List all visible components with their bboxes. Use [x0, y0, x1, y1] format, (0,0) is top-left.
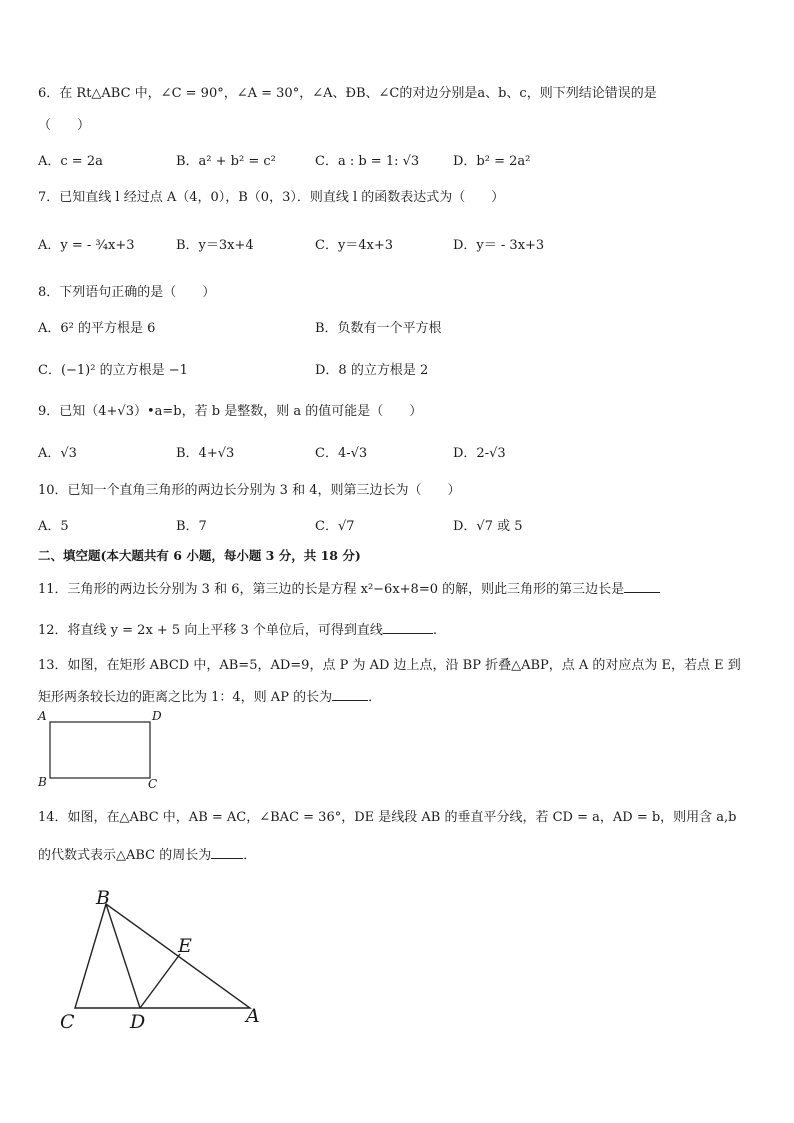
segment-de — [140, 954, 180, 1008]
q9-option-a: A．√3 — [38, 446, 77, 461]
rect-label-b: B — [38, 775, 47, 789]
q13-period: ． — [368, 690, 382, 705]
tri-label-d: D — [130, 1011, 146, 1033]
q10-option-a: A．5 — [38, 519, 69, 534]
q7-option-d: D．y＝ - 3x+3 — [453, 238, 545, 253]
q8-stem: 8．下列语句正确的是（ ） — [38, 285, 216, 300]
triangle-abc-figure — [50, 880, 280, 1040]
q7-option-a: A．y = - ¾x+3 — [38, 238, 135, 253]
q10-option-d: D．√7 或 5 — [453, 519, 523, 534]
q8-option-b: B．负数有一个平方根 — [315, 321, 442, 336]
q10-options — [38, 515, 758, 539]
q9-option-c: C．4-√3 — [315, 446, 368, 461]
q9-option-b: B．4+√3 — [176, 446, 235, 461]
rect-label-a: A — [38, 709, 47, 723]
q9-option-d: D．2-√3 — [453, 446, 506, 461]
q6-stem: 6．在 Rt△ABC 中，∠C = 90°，∠A = 30°，∠A、ÐB、∠C的对边分别是a、b、c，则下列结论错误的是 — [38, 86, 657, 101]
rectangle-abcd-figure — [34, 706, 174, 792]
q10-option-c: C．√7 — [315, 519, 355, 534]
q12-answer-blank — [383, 621, 433, 634]
q12-text: 12．将直线 y = 2x + 5 向上平移 3 个单位后，可得到直线 — [38, 623, 383, 638]
q7-stem: 7．已知直线 l 经过点 A（4，0），B（0，3）．则直线 l 的函数表达式为（ ） — [38, 190, 505, 205]
segment-bd — [106, 904, 140, 1008]
q11-answer-blank — [624, 580, 660, 593]
q14-period: ． — [243, 848, 257, 863]
q8-option-a: A．6² 的平方根是 6 — [38, 321, 156, 336]
q6-option-d: D．b² = 2a² — [453, 154, 531, 169]
q12-period: . — [432, 623, 438, 638]
q7-options — [38, 234, 758, 258]
q9-options — [38, 442, 758, 466]
q6-paren: （ ） — [38, 118, 91, 133]
q6-option-a: A．c = 2a — [38, 154, 103, 169]
q13-line1: 13．如图，在矩形 ABCD 中，AB=5，AD=9，点 P 为 AD 边上点，沿 BP 折叠△ABP，点 A 的对应点为 E，若点 E 到 — [38, 658, 741, 673]
triangle-abc — [75, 904, 250, 1008]
q14-line2-wrap — [38, 844, 256, 863]
q6-options — [38, 150, 758, 174]
q7-option-b: B．y＝3x+4 — [176, 238, 254, 253]
q14-answer-blank — [211, 846, 243, 859]
rect-label-d: D — [152, 709, 162, 723]
tri-label-a: A — [246, 1005, 260, 1027]
q13-line2: 矩形两条较长边的距离之比为 1：4，则 AP 的长为 — [38, 690, 333, 705]
q8-options-row2 — [38, 359, 758, 383]
q13-line2-wrap — [38, 686, 381, 705]
q10-stem: 10．已知一个直角三角形的两边长分别为 3 和 4，则第三边长为（ ） — [38, 483, 461, 498]
q10-option-b: B．7 — [176, 519, 207, 534]
q13-answer-blank — [332, 688, 368, 701]
q14-line2: 的代数式表示△ABC 的周长为 — [38, 848, 212, 863]
rectangle-abcd — [50, 722, 150, 778]
q7-option-c: C．y＝4x+3 — [315, 238, 394, 253]
q6-option-b: B．a² + b² = c² — [176, 154, 276, 169]
tri-label-e: E — [178, 935, 192, 957]
rect-label-c: C — [148, 777, 158, 791]
q8-option-c: C．(−1)² 的立方根是 −1 — [38, 363, 188, 378]
q11-text: 11．三角形的两边长分别为 3 和 6，第三边的长是方程 x²−6x+8=0 的解，则此三角形的第三边长是 — [38, 582, 625, 597]
q6-option-c: C．a : b = 1: √3 — [315, 154, 420, 169]
section-heading-fill-in: 二、填空题(本大题共有 6 小题，每小题 3 分，共 18 分) — [38, 548, 361, 563]
q9-stem: 9．已知（4+√3）•a=b，若 b 是整数，则 a 的值可能是（ ） — [38, 404, 423, 419]
q14-line1: 14．如图，在△ABC 中，AB = AC，∠BAC = 36°，DE 是线段 AB 的垂直平分线，若 CD = a，AD = b，则用含 a,b — [38, 810, 737, 825]
tri-label-b: B — [96, 887, 110, 909]
tri-label-c: C — [60, 1011, 75, 1033]
q11-line — [38, 578, 660, 597]
q8-options-row1 — [38, 317, 758, 341]
q8-option-d: D．8 的立方根是 2 — [315, 363, 429, 378]
q12-line — [38, 619, 437, 638]
